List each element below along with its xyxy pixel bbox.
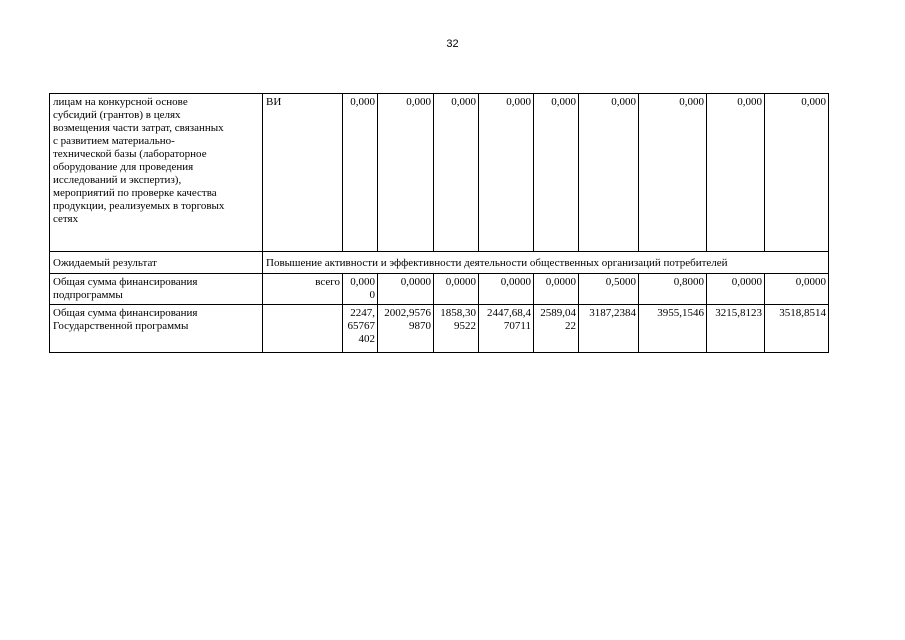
value-cell: 0,000 [434,94,479,252]
value-cell: 0,0000 [707,274,765,305]
funding-source-cell: ВИ [263,94,343,252]
value-cell: 0,000 [343,94,378,252]
activity-name-line: субсидий (грантов) в целях [53,109,181,121]
value-cell: 0,5000 [579,274,639,305]
value-cell: 0,000 [378,94,434,252]
value-cell: 0,000 [479,94,534,252]
value-cell: 2247,65767402 [343,305,378,353]
activity-name-line: сетях [53,213,79,225]
activity-row [50,94,829,252]
expected-result-label: Ожидаемый результат [50,252,263,274]
value-cell: 2447,68,470711 [479,305,534,353]
state-program-label-line: Общая сумма финансирования [53,307,198,319]
state-program-label-line: Государственной программы [53,320,189,332]
value-cell: 0,000 [765,94,829,252]
financing-table [49,93,829,353]
expected-result-text: Повышение активности и эффективности деятельности общественных организаций потребителей [263,252,829,274]
activity-name-line: лицам на конкурсной основе [53,96,188,108]
value-cell: 3215,8123 [707,305,765,353]
value-cell: 0,000 [707,94,765,252]
value-cell: 0,000 [579,94,639,252]
value-cell: 0,000 [639,94,707,252]
activity-name-line: технической базы (лабораторное [53,148,207,160]
subprogram-label-line: подпрограммы [53,289,123,301]
value-cell: 0,000 [534,94,579,252]
value-cell: 0,0000 [534,274,579,305]
state-program-total-label [50,305,263,353]
value-cell: 0,0000 [479,274,534,305]
value-cell: 2589,0422 [534,305,579,353]
subprogram-label-line: Общая сумма финансирования [53,276,198,288]
value-cell: 3518,8514 [765,305,829,353]
value-cell: 2002,95769870 [378,305,434,353]
subprogram-total-row [50,274,829,305]
value-cell: 0,0000 [343,274,378,305]
funding-source-cell: всего [263,274,343,305]
subprogram-total-label [50,274,263,305]
funding-source-cell [263,305,343,353]
value-cell: 0,0000 [765,274,829,305]
activity-name-cell [50,94,263,252]
value-cell: 0,8000 [639,274,707,305]
expected-result-row [50,252,829,274]
page-number: 32 [446,38,459,50]
value-cell: 3187,2384 [579,305,639,353]
state-program-total-row [50,305,829,353]
activity-name-line: с развитием материально- [53,135,175,147]
value-cell: 1858,309522 [434,305,479,353]
value-cell: 3955,1546 [639,305,707,353]
activity-name-line: продукции, реализуемых в торговых [53,200,225,212]
activity-name-line: исследований и экспертиз), [53,174,182,186]
value-cell: 0,0000 [434,274,479,305]
value-cell: 0,0000 [378,274,434,305]
activity-name-line: оборудование для проведения [53,161,194,173]
activity-name-line: возмещения части затрат, связанных [53,122,224,134]
activity-name-line: мероприятий по проверке качества [53,187,217,199]
